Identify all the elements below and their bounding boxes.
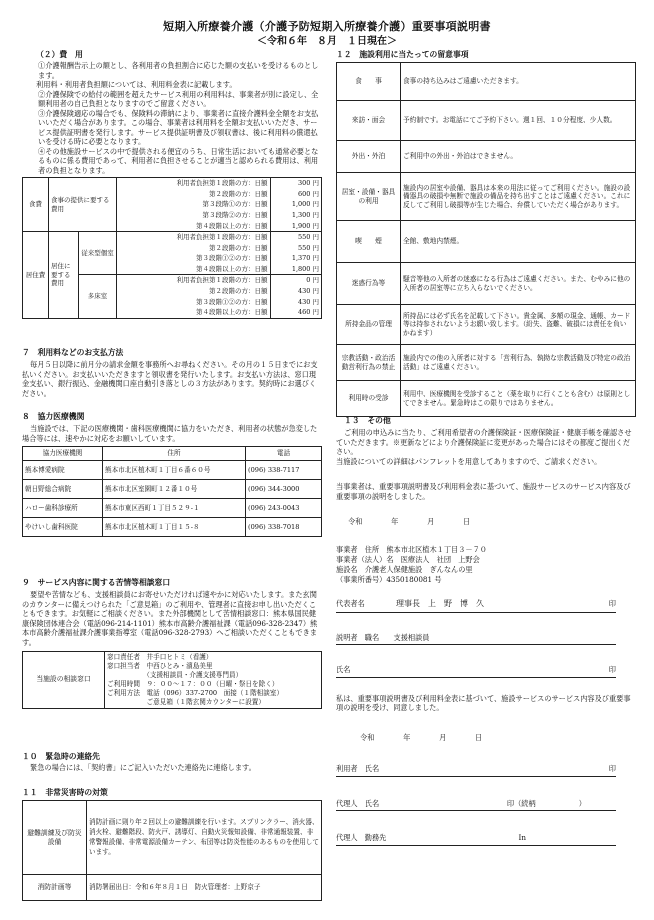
seal-mark: 印 [608, 764, 616, 774]
medical-heading: ８ 協力医療機関 [22, 412, 85, 421]
consent-date: 令和 年 月 日 [360, 732, 483, 742]
fee-row-amount: 1,300 円 [270, 210, 321, 221]
complaint-line: 窓口担当者 中西ひとみ・濱島美里 [107, 662, 213, 671]
seal-mark: 印 [608, 665, 616, 675]
fee-row-amount: 430 円 [270, 286, 321, 297]
agent-employer-line[interactable] [336, 833, 616, 846]
notes-table [336, 62, 636, 417]
note-text: 騒音等他の入所者の迷惑になる行為はご遠慮ください。また、むやみに他の入所者の居室等に立ち入らないでください。 [401, 263, 636, 305]
seal-mark: In [518, 833, 526, 843]
complaint-table [22, 651, 322, 708]
fee-row-amount: 1,370 円 [270, 253, 321, 264]
payment-section [22, 348, 322, 398]
note-key: 食 事 [337, 63, 401, 101]
note-text: 施設内の居室や設備、器具は本来の用法に従ってご利用ください。施設の設備器具の破損や無断で施設の備品を持ち出すことはご遠慮ください。これに反してご利用し破損等が生じた場合、弁償していただく場合があります。 [401, 173, 636, 221]
notes-heading: １２ 施設利用に当たっての留意事項 [336, 50, 469, 59]
note-key: 利用時の受診 [337, 381, 401, 417]
cell: (096) 338-7117 [246, 461, 322, 480]
cell: 熊本博愛病院 [23, 461, 103, 480]
fee-table [22, 177, 322, 319]
meal-sub: 食事の提供に要する費用 [49, 178, 117, 232]
note-key: 宗教活動・政治活動営利行為の禁止 [337, 345, 401, 381]
provider-line: 事業者 住所 熊本市北区植木１丁目３－７０ [336, 544, 487, 554]
complaint-line: ご利用時間 ９：００～１７：００（日曜・祭日を除く） [107, 679, 279, 688]
complaint-section [22, 578, 322, 709]
note-text: ご利用中の外出・外泊はできません。 [401, 141, 636, 173]
note-text: 全館、敷地内禁煙。 [401, 221, 636, 263]
document-title: 短期入所療養介護（介護予防短期入所療養介護）重要事項説明書 [163, 20, 491, 33]
disaster-table [22, 800, 322, 901]
cell: 熊本市北区植木町１丁目１５-８ [103, 518, 246, 537]
cell: (096) 344-3000 [246, 480, 322, 499]
emergency-body: 緊急の場合には、「契約書」にご記入いただいた連絡先に連絡します。 [30, 763, 256, 773]
fee-row-label: 第３段階①②の方：日額 [117, 297, 271, 308]
table-row [23, 461, 322, 480]
room-sub: 居住に要する費用 [49, 232, 79, 319]
disaster-row-text: 消防計画に則り年２回以上の避難訓練を行います。スプリンクラー、消火器、消火栓、避難階段、防火戸、誘導灯、自動火災報知設備、非常通報装置、非常警報設備、非常電源設備カーテン、布団等は防炎性能のあるものを使用しています。 [87, 801, 322, 875]
cell: ハロー歯科診療所 [23, 499, 103, 518]
complaint-line: ご意見箱（１階玄関カウンターに設置） [107, 697, 265, 706]
table-row [23, 499, 322, 518]
provider-line: 事業者（法人）名 医療法人 社団 上野会 [336, 554, 480, 564]
fee-row-amount: 600 円 [270, 189, 321, 200]
fee-row-label: 利用者負担第１段階の方：日額 [117, 275, 271, 286]
cell: 熊本市東区西町１丁目５２９-１ [103, 499, 246, 518]
cell: (096) 338-7018 [246, 518, 322, 537]
notes-section [336, 50, 636, 417]
other-body: ご利用の申込みに当たり、ご利用希望者の介護保険証・医療保険証・健康手帳を確認させていただきます。※更新などにより介護保険証に変更があった場合にはその都度ご提出ください。 [336, 428, 632, 457]
emergency-heading: １０ 緊急時の連絡先 [22, 752, 100, 761]
fee-row-label: 第４段階以上の方：日額 [117, 307, 271, 318]
col-header: 協力医療機関 [23, 447, 103, 461]
fee-row-label: 第２段階の方：日額 [117, 286, 271, 297]
fee-row-amount: 550 円 [270, 232, 321, 243]
col-header: 住所 [103, 447, 246, 461]
fee-row-label: 第３段階②の方：日額 [117, 210, 271, 221]
sign-date: 令和 年 月 日 [348, 517, 471, 527]
fee-row-amount: 0 円 [270, 275, 321, 286]
fee-row-label: 第３段階①②の方：日額 [117, 253, 271, 264]
other-body: 当施設についての詳細はパンフレットを用意してありますので、ご請求ください。 [336, 456, 602, 466]
user-signature-line[interactable] [336, 764, 616, 777]
rep-label: 代表者名 [336, 599, 365, 609]
complaint-heading: ９ サービス内容に関する苦情等相談窓口 [22, 578, 171, 587]
note-text: 予約制です。お電話にてご予約下さい。週１回、１０分程度、少人数。 [401, 101, 636, 141]
room-label: 居住費 [23, 232, 49, 319]
complaint-line: ご利用方法 電話（096）337-2700 面接（１階相談室） [107, 688, 284, 697]
emergency-section [22, 752, 322, 773]
payment-body: 毎月５日以降に前月分の請求金額を事務所へお尋ねください。その月の１５日までにお支払いください。お支払いいただきますと領収書を発行いたします。お支払い方法は、窓口現金支払い、銀行振込、金融機関口座自動引き落としの３方法があります。契約時にお選びください。 [22, 360, 318, 398]
cell: 熊本市北区植木町１丁目６番６０号 [103, 461, 246, 480]
explainer-line[interactable]: 説明者 職名 支援相談員 [336, 633, 616, 646]
note-text: 施設内での他の入所者に対する「営利行為、執拗な宗教活動及び特定の政治活動」はご遠慮ください。 [401, 345, 636, 381]
explainer-name-line[interactable] [336, 665, 616, 678]
note-text: 所持品には必ず氏名を記載して下さい。貴金属、多額の現金、通帳、カード等は持参されないようお願い致します。（紛失、盗難、破損には責任を負いかねます） [401, 305, 636, 345]
private-room-label: 従来型個室 [79, 232, 117, 275]
representative-line [336, 599, 616, 613]
fee-row-label: 利用者負担第１段階の方：日額 [117, 178, 271, 189]
complaint-line: 窓口責任者 井手口ヒトミ（看護） [107, 653, 213, 662]
fee-row-amount: 1,000 円 [270, 199, 321, 210]
note-key: 喫 煙 [337, 221, 401, 263]
fee-row-amount: 460 円 [270, 307, 321, 318]
fee-row-label: 利用者負担第１段階の方：日額 [117, 232, 271, 243]
fee-row-amount: 300 円 [270, 178, 321, 189]
note-key: 所持金品の管理 [337, 305, 401, 345]
table-row [23, 480, 322, 499]
note-key: 居室・設備・器具の利用 [337, 173, 401, 221]
agent-label: 代理人 氏名 [336, 798, 380, 808]
fees-item: 利用料・利用者負担額については、利用料金表に記載します。 [36, 80, 237, 90]
fee-row-label: 第２段階の方：日額 [117, 189, 271, 200]
agent2-label: 代理人 勤務先 [336, 833, 387, 843]
fees-item: ②介護保険での給付の範囲を超えたサービス利用の利用料は、事業者が別に設定し、全額利用者の自己負担となりますのでご留意ください。 [38, 89, 319, 109]
fee-row-amount: 550 円 [270, 243, 321, 254]
payment-heading: ７ 利用料などのお支払方法 [22, 348, 124, 357]
disaster-row-text: 消防署届出日：令和６年８月１日 防火管理者：上野京子 [87, 875, 322, 901]
fee-row-amount: 1,800 円 [270, 264, 321, 275]
multi-room-label: 多床室 [79, 275, 117, 318]
consent-text: 私は、重要事項説明書及び利用料金表に基づいて、施設サービスのサービス内容及び重要事項の説明を受け、同意しました。 [336, 693, 631, 713]
fees-heading: （２）費 用 [36, 50, 83, 59]
user-label: 利用者 氏名 [336, 764, 380, 774]
other-heading: １３ その他 [344, 416, 391, 425]
provider-line: 施設名 介護老人保健施設 ぎんなんの里 [336, 564, 473, 574]
seal-mark: 印（続柄 ） [506, 798, 586, 808]
seal-mark: 印 [608, 599, 616, 609]
disaster-heading: １１ 非常災害時の対策 [22, 788, 108, 797]
medical-body: 当施設では、下記の医療機関・歯科医療機関に協力をいただき、利用者の状態が急変した場合等には、速やかに対応をお願いしています。 [22, 424, 318, 443]
medical-table [22, 446, 322, 537]
note-text: 食事の持ち込みはご遠慮いただきます。 [401, 63, 636, 101]
fee-row-label: 第４段階以上の方：日額 [117, 264, 271, 275]
col-header: 電話 [246, 447, 322, 461]
document-date: ＜令和６年 ８月 １日現在＞ [257, 36, 397, 47]
note-key: 外出・外泊 [337, 141, 401, 173]
fee-row-label: 第４段階以上の方：日額 [117, 221, 271, 232]
fee-row-label: 第２段階の方：日額 [117, 243, 271, 254]
fees-item: ④その他施設サービスの中で提供される便宜のうち、日常生活においても通常必要となるものに係る費用であって、利用者に負担させることが適当と認められる費用は、利用者の負担となります。 [38, 146, 319, 175]
cell: 熊本市北区室園町１２番１０号 [103, 480, 246, 499]
disaster-row-label: 避難訓練及び防災設備 [23, 801, 87, 875]
name-label: 氏名 [336, 665, 351, 675]
note-key: 迷惑行為等 [337, 263, 401, 305]
fees-section [22, 50, 322, 319]
fees-item: ①介護報酬告示上の額とし、各利用者の負担割合に応じた額の支払いを受けるものとします。 [38, 61, 319, 80]
fee-row-label: 第３段階①の方：日額 [117, 199, 271, 210]
agent-signature-line[interactable] [336, 799, 616, 812]
fee-row-amount: 430 円 [270, 297, 321, 308]
table-row [23, 518, 322, 537]
other-section [336, 416, 636, 846]
cell: やけいし歯科医院 [23, 518, 103, 537]
rep-name: 理事長 上 野 博 久 [396, 599, 484, 609]
cell: 朝日野総合病院 [23, 480, 103, 499]
medical-section [22, 412, 322, 537]
provider-line: （事業所番号）4350180081 号 [336, 575, 442, 585]
complaint-body: 要望や苦情なども、支援相談員にお寄せいただければ速やかに対応いたします。また玄関のカウンターに備えつけられた「ご意見箱」のご利用や、管理者に直接お申し出いただくこともできます。お気軽にご相談ください。また外部機関として苦情相談窓口：熊本県国民健康保険団体連合会（電話096-214-1101）熊本市高齢介護福祉課（電話096-328-2347）熊本市高齢介護福祉課介護事業指導室（電話096-328-2793）へご相談いただくこともできます。 [22, 590, 318, 647]
fee-row-amount: 1,900 円 [270, 221, 321, 232]
note-text: 利用中、医療機関を受診すること（薬を取りに行くことも含む）は原則としてできません。緊急時はこの限りではありません。 [401, 381, 636, 417]
complaint-line: （支援相談員・介護支援専門員） [107, 671, 243, 680]
other-body: 当事業者は、重要事項説明書及び利用料金表に基づいて、施設サービスのサービス内容及び重要事項の説明をしました。 [336, 482, 631, 501]
cell: (096) 243-0043 [246, 499, 322, 518]
note-key: 来訪・面会 [337, 101, 401, 141]
fees-item: ③介護保険適応の場合でも、保険料の滞納により、事業者に直接介護料金全額をお支払いいただく場合があります。この場合、事業者は利用料を全額お支払いいただき、サービス提供証明書を発行します。サービス提供証明書及び領収書は、後に利用料の償還払いを受ける時に必要となります。 [38, 108, 319, 147]
meal-label: 食費 [23, 178, 49, 232]
complaint-table-label: 当施設の相談窓口 [23, 652, 105, 708]
disaster-row-label: 消防計画等 [23, 875, 87, 901]
disaster-section [22, 788, 322, 901]
